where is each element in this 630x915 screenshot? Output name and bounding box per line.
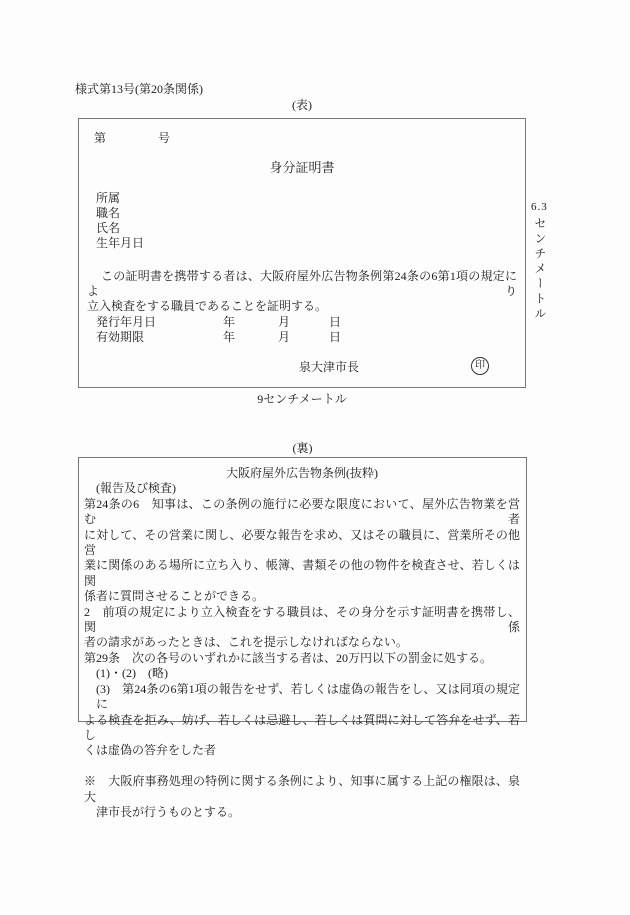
- day-label: 日: [329, 330, 342, 344]
- ordinance-line: 第24条の6 知事は、この条例の施行に必要な限度において、屋外広告物業を営む者: [84, 496, 520, 527]
- ordinance-line: くは虚偽の答弁をした者: [84, 743, 217, 758]
- field-position: 職名: [96, 206, 121, 220]
- mayor-signature-label: 泉大津市長: [299, 360, 360, 374]
- back-side-label: (裏): [292, 441, 313, 455]
- ordinance-title: 大阪府屋外広告物条例(抜粋): [226, 466, 378, 480]
- ordinance-line: (3) 第24条の6第1項の報告をせず、若しくは虚偽の報告をし、又は同項の規定に: [96, 681, 520, 712]
- month-label: 月: [278, 315, 291, 329]
- field-affiliation: 所属: [96, 191, 121, 205]
- dimension-number: 6.3: [531, 201, 548, 213]
- section-heading: (報告及び検査): [96, 481, 176, 496]
- month-label: 月: [278, 330, 291, 344]
- issue-date-label: 発行年月日: [96, 315, 157, 329]
- expiry-date-row: [79, 330, 525, 345]
- ordinance-line: (1)・(2) (略): [96, 666, 168, 681]
- note-line: ※ 大阪府事務処理の特例に関する条例により、知事に属する上記の権限は、泉大: [84, 774, 520, 804]
- field-name: 氏名: [96, 221, 121, 235]
- year-label: 年: [223, 315, 236, 329]
- certification-statement: [87, 269, 517, 314]
- card-height-dimension: [531, 200, 548, 337]
- official-seal-icon: 印: [471, 357, 489, 375]
- blank-line: [84, 759, 520, 774]
- note-line: 津市長が行うものとする。: [96, 804, 241, 819]
- ordinance-line: 者の請求があったときは、これを提示しなければならない。: [84, 635, 408, 650]
- id-card-front: [78, 118, 526, 388]
- statement-line: 立入検査をする職員であることを証明する。: [87, 299, 328, 313]
- ordinance-line: よる検査を拒み、妨げ、若しくは忌避し、若しくは質問に対して答弁をせず、若し: [84, 712, 520, 742]
- front-side-label: (表): [292, 98, 312, 112]
- card-width-dimension: 9センチメートル: [257, 392, 347, 406]
- statement-line: この証明書を携帯する者は、大阪府屋外広告物条例第24条の6第1項の規定により: [87, 269, 517, 298]
- issue-date-row: [79, 315, 525, 330]
- card-title: 身分証明書: [269, 160, 335, 175]
- ordinance-line: 業に関係のある場所に立ち入り、帳簿、書類その他の物件を検査させ、若しくは関: [84, 558, 520, 588]
- field-birthdate: 生年月日: [96, 236, 145, 250]
- expiry-label: 有効期限: [96, 330, 145, 344]
- day-label: 日: [329, 315, 342, 329]
- dimension-unit: センチメートル: [532, 217, 547, 322]
- year-label: 年: [223, 330, 236, 344]
- certificate-number-suffix: 号: [158, 131, 171, 145]
- certificate-number-prefix: 第: [94, 131, 107, 145]
- id-card-back: [78, 457, 527, 819]
- form-number-label: 様式第13号(第20条関係): [75, 82, 203, 96]
- ordinance-line: 第29条 次の各号のいずれかに該当する者は、20万円以下の罰金に処する。: [84, 650, 493, 665]
- ordinance-line: 係者に質問させることができる。: [84, 589, 265, 604]
- field-list: [96, 191, 144, 251]
- ordinance-line: 2 前項の規定により立入検査をする職員は、その身分を示す証明書を携帯し、関係: [84, 604, 520, 635]
- ordinance-line: に対して、その営業に関し、必要な報告を求め、又はその職員に、営業所その他営: [84, 527, 520, 558]
